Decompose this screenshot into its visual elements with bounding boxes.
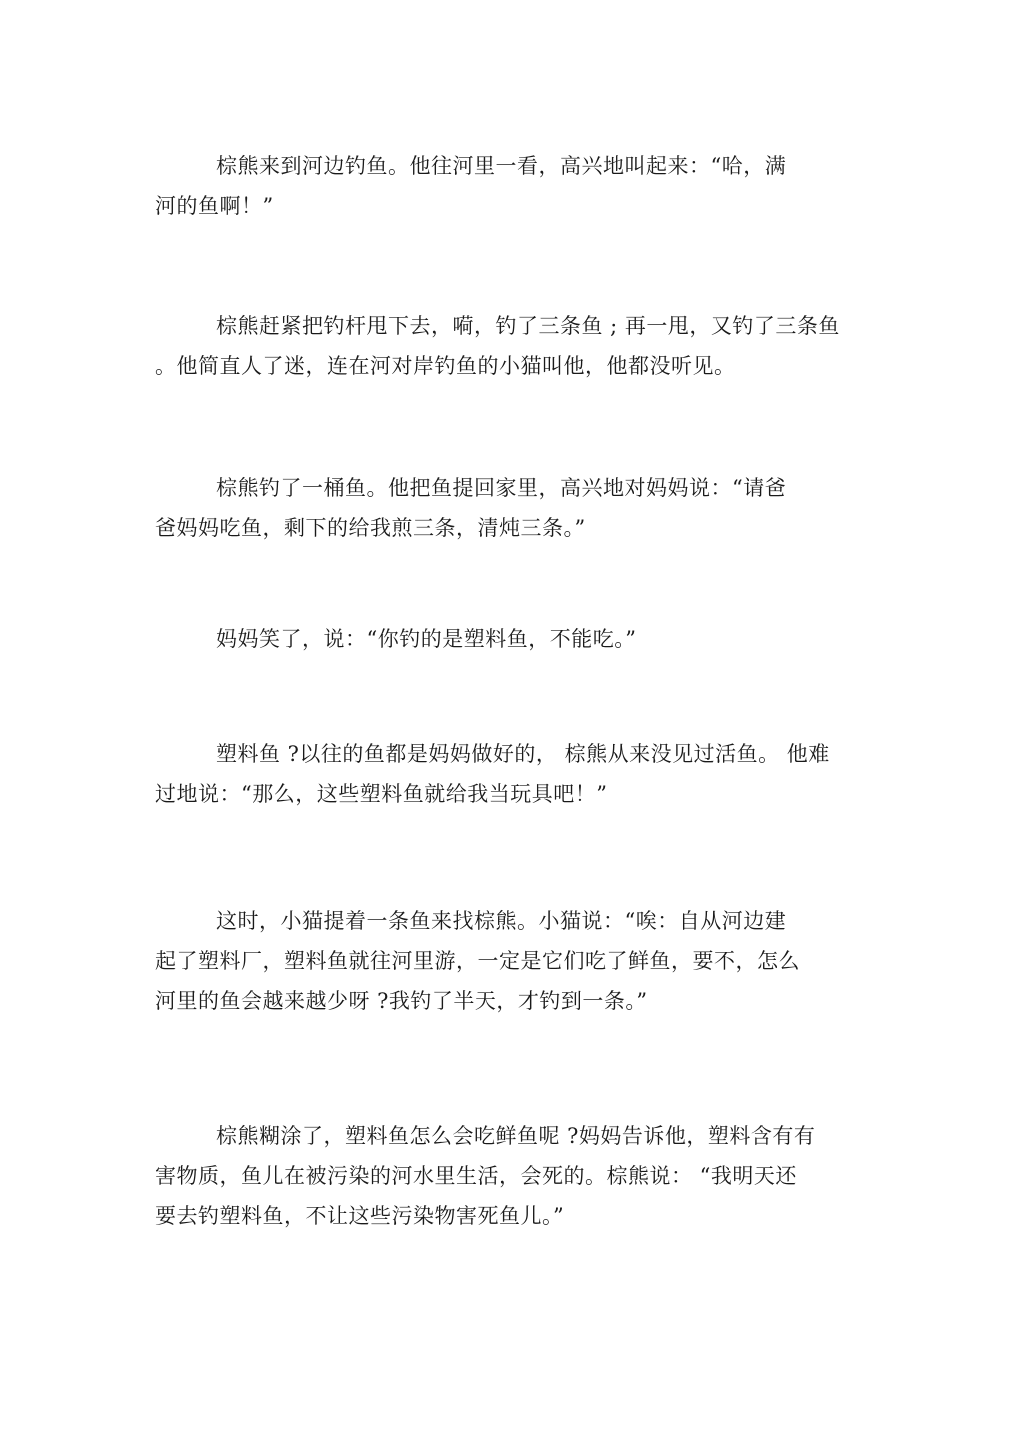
paragraph-line: 棕熊钓了一桶鱼。他把鱼提回家里，高兴地对妈妈说：“请爸	[216, 476, 787, 500]
paragraph-line: 。他简直人了迷，连在河对岸钓鱼的小猫叫他，他都没听见。	[155, 354, 736, 378]
paragraph-line: 过地说：“那么，这些塑料鱼就给我当玩具吧！”	[155, 782, 608, 806]
paragraph-line: 要去钓塑料鱼，不让这些污染物害死鱼儿。”	[155, 1204, 565, 1228]
paragraph-3	[155, 468, 875, 548]
paragraph-1	[155, 146, 875, 226]
paragraph-line: 这时，小猫提着一条鱼来找棕熊。小猫说：“唉：自从河边建	[216, 909, 787, 933]
paragraph-2	[155, 306, 875, 386]
paragraph-line: 河的鱼啊！”	[155, 194, 274, 218]
paragraph-line: 河里的鱼会越来越少呀 ?我钓了半天，才钓到一条。”	[155, 989, 648, 1013]
paragraph-7	[155, 1116, 875, 1236]
paragraph-line: 爸妈妈吃鱼，剩下的给我煎三条，清炖三条。”	[155, 516, 586, 540]
paragraph-6	[155, 901, 875, 1021]
paragraph-5	[155, 734, 875, 814]
paragraph-line: 棕熊糊涂了，塑料鱼怎么会吃鲜鱼呢 ?妈妈告诉他，塑料含有有	[216, 1124, 816, 1148]
paragraph-line: 妈妈笑了，说：“你钓的是塑料鱼，不能吃。”	[216, 627, 637, 651]
paragraph-line: 塑料鱼 ?以往的鱼都是妈妈做好的， 棕熊从来没见过活鱼。 他难	[216, 742, 830, 766]
paragraph-4	[155, 619, 875, 659]
paragraph-line: 棕熊赶紧把钓杆甩下去，嗬，钓了三条鱼 ; 再一甩，又钓了三条鱼	[216, 314, 840, 338]
paragraph-line: 起了塑料厂，塑料鱼就往河里游，一定是它们吃了鲜鱼，要不，怎么	[155, 949, 800, 973]
paragraph-line: 害物质，鱼儿在被污染的河水里生活，会死的。棕熊说： “我明天还	[155, 1164, 797, 1188]
paragraph-line: 棕熊来到河边钓鱼。他往河里一看，高兴地叫起来：“哈，满	[216, 154, 787, 178]
